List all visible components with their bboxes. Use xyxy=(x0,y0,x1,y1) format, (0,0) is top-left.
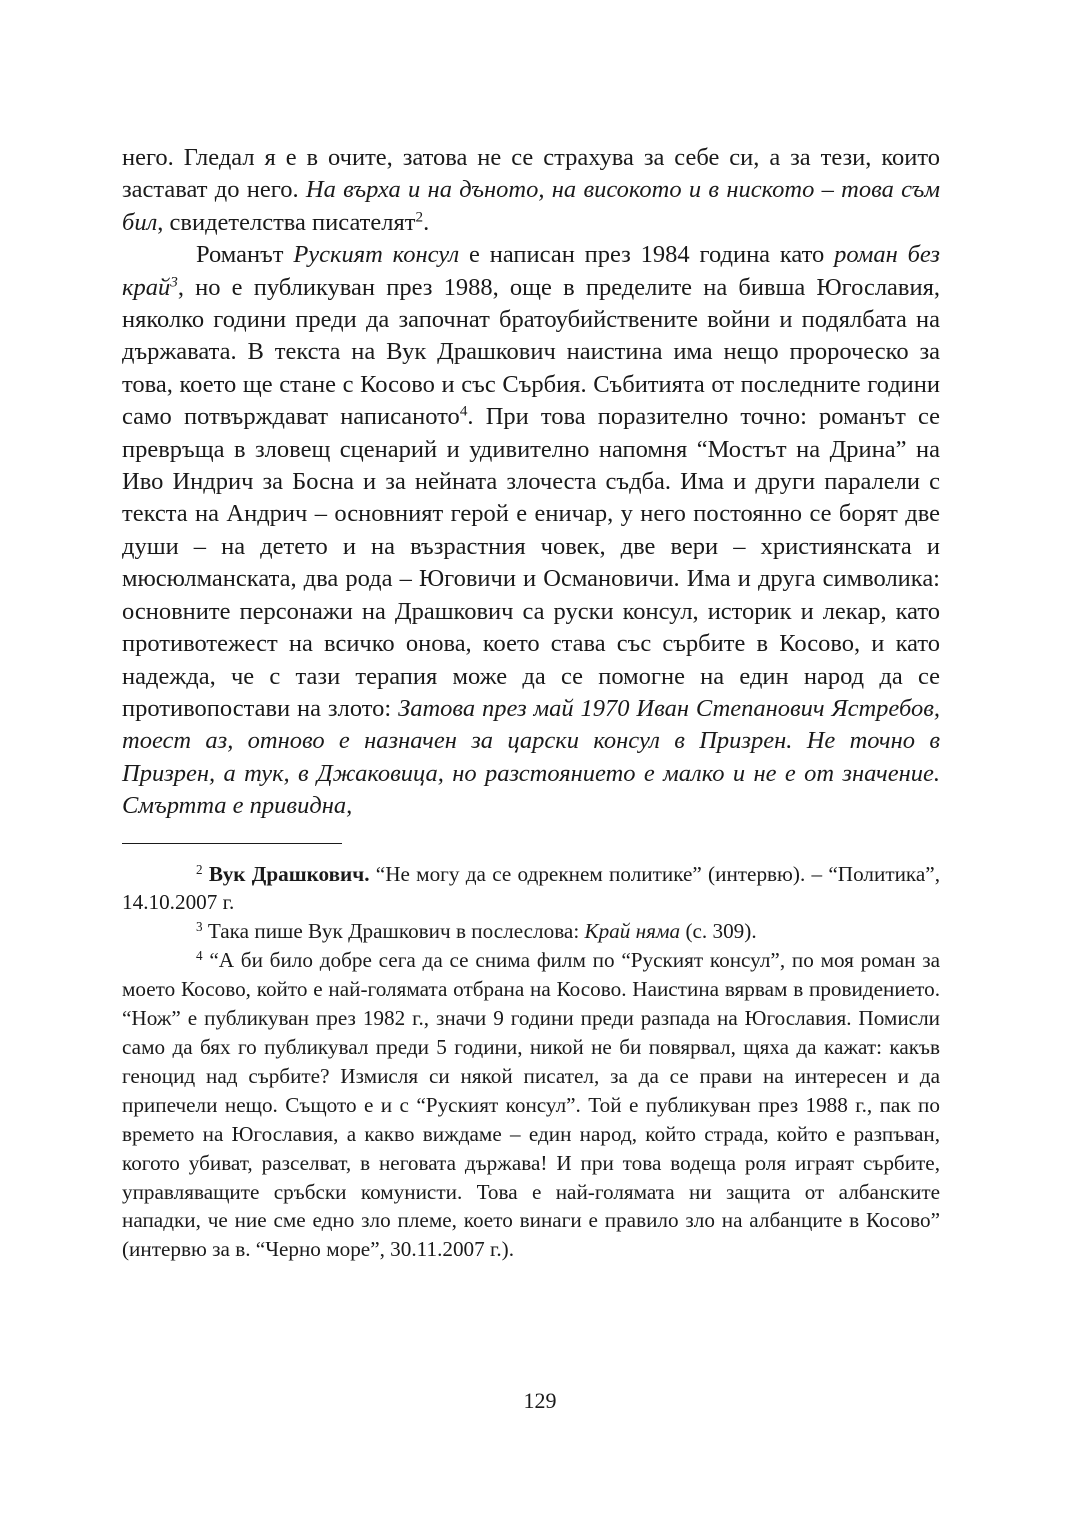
quote-italic: На върха и на дъното, на високото и в ниското – това съм бил xyxy=(122,176,941,236)
book-title-italic: Руският консул xyxy=(293,241,460,269)
main-text xyxy=(122,142,940,823)
page-body xyxy=(122,142,940,1264)
footnote-4: $^4$ “А би било добре сега да се снима филм по “Руският консул”, по моя роман за моето Косово, който е най-голямата отбрана на Косово. Наистина вярвам в провидението. “Нож” е публикуван през 1982 г., значи 9 години преди разпада на Югославия. Помисли само да бях го публикувал преди 5 години, никой не би повярвал, щяха да кажат: какъв геноцид над сърбите? Измисля си някой писател, за да се прави на интересен и да припечели нещо. Същото е и с “Руският консул”. Той е публикуван през 1988 г., пак по времето на Югославия, а какво виждаме – един народ, който страда, който е разпъван, когото убиват, разселват, в неговата държава! И при това водеща роля играят сърбите, управляващите сръбски комунисти. Това е най-голямата ни защита от албанските нападки, че ние сме едно зло племе, което винаги е правило зло на албанците в Косово” (интервю за в. “Черно море”, 30.11.2007 г.). xyxy=(122,948,940,1262)
footnotes xyxy=(122,860,940,1265)
footnote-author: Вук Драшкович. xyxy=(208,861,370,886)
paragraph-2: Романът Руският консул е написан през 1984 година като роман без край$^3$, но е публикуван през 1988, още в пределите на бивша Югославия, няколко години преди да започнат братоубийствените войни и подялбата на държавата. В текста на Вук Драшкович наистина има нещо пророческо за това, което ще стане с Косово и със Сърбия. Събитията от последните години само потвърждават написаното$^4$. При това поразително точно: романът се превръща в зловещ сценарий и удивително напомня “Мостът на Дрина” на Иво Индрич за Босна и за нейната злочеста съдба. Има и други паралели с текста на Андрич – основният герой е еничар, у него постоянно се борят две души – на детето и на възрастния човек, две вери – християнската и мюсюлманската, два рода – Юговичи и Османовичи. Има и друга символика: основните персонажи на Драшкович са руски консул, историк и лекар, като противотежест на всичко онова, което става със сърбите в Косово, и като надежда, че с тази терапия може да се помогне на един народ да се противопостави на злото: Затова през май 1970 Иван Степанович Ястребов, тоест аз, отново е назначен за царски консул в Призрен. Не точно в Призрен, а тук, в Джаковица, но разстоянието е малко и не е от значение. Смъртта е привидна, xyxy=(122,241,940,820)
footnote-separator xyxy=(122,843,342,844)
footnote-ref-3: 3 xyxy=(170,273,178,291)
footnote-3: $^3$ Така пише Вук Драшкович в послеслова: Край няма (с. 309). xyxy=(196,919,757,944)
phrase-italic: роман без край$^3$ xyxy=(122,241,940,301)
footnote-2: $^2$ Вук Драшкович. “Не могу да се одрекнем политике” (интервю). – “Политика”, 14.10.2007 г. xyxy=(122,861,940,915)
paragraph-1: него. Гледал я е в очите, затова не се страхува за себе си, а за тези, които застават до него. На върха и на дъното, на високото и в ниското – това съм бил, свидетелства писателят$^2$. xyxy=(122,144,941,236)
footnote-ref-4: 4 xyxy=(459,402,468,420)
footnote-ref-2: 2 xyxy=(415,208,424,226)
page-number: 129 xyxy=(523,1388,557,1413)
quote-italic: Затова през май 1970 Иван Степанович Ястребов, тоест аз, отново е назначен за царски консул в Призрен. Не точно в Призрен, а тук, в Джаковица, но разстоянието е малко и не е от значение. Смъртта е привидна, xyxy=(122,694,940,820)
